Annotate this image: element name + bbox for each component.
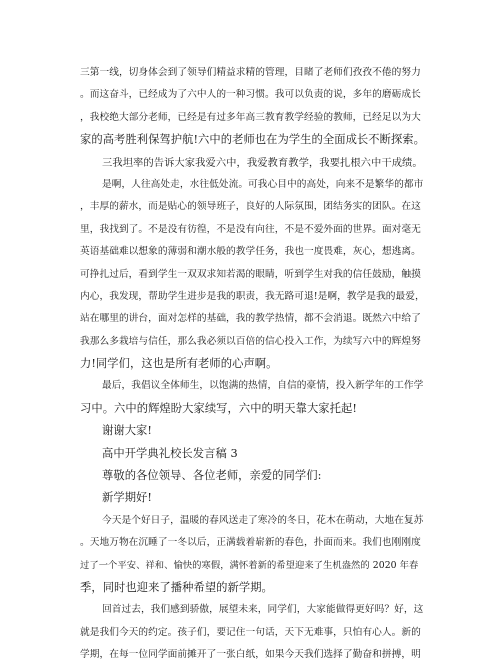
text-line: 。而这奋斗，已经成为了六中人的一种习惯。我可以负责的说，多年的磨砺成长: [80, 89, 421, 101]
text-line: 力!同学们，这也是所有老师的心声啊。: [80, 357, 278, 371]
text-line: 今天是个好日子，温暖的春风送走了寒冷的冬日，花木在萌动，大地在复苏: [102, 514, 424, 526]
text-line: 可挣扎过后，看到学生一双双求知若渴的眼睛，听到学生对我的信任鼓励，触摸: [80, 268, 421, 280]
text-line: 内心，我发现，帮助学生进步是我的职责，我无路可退!是啊，教学是我的最爱，: [80, 290, 425, 302]
text-line: 就是我们今天的约定。孩子们，要记住一句话，天下无难事，只怕有心人。新的: [80, 626, 421, 638]
text-line: 新学期好!: [102, 491, 152, 505]
text-line: 英语基础难以想象的薄弱和潮水般的教学任务，我也一度畏难，灰心，想逃离。: [80, 246, 421, 258]
text-line: 是啊，人往高处走，水往低处流。可我心目中的高处，向来不是繁华的都市: [102, 178, 424, 190]
text-line: 季，同时也迎来了播种希望的新学期。: [80, 580, 273, 594]
text-line: ，丰厚的薪水，而是贴心的领导班子，良好的人际氛围，团结务实的团队。在这: [80, 201, 421, 213]
document-body: [80, 62, 425, 667]
text-line: 我那么多栽培与信任，那么我必须以百倍的信心投入工作，为续写六中的辉煌努: [80, 335, 421, 347]
text-line: 高中开学典礼校长发言稿 3: [102, 446, 238, 460]
text-line: 三第一线，切身体会到了领导们精益求精的管理，目睹了老师们孜孜不倦的努力: [80, 67, 421, 78]
text-line: 学期，在每一位同学面前摊开了一张白纸，如果今天我们选择了勤奋和拼搏，明: [80, 649, 421, 661]
text-line: 三我坦率的告诉大家我爱六中，我爱教育教学，我要扎根六中干成绩。: [102, 156, 423, 169]
text-line: 过了一个平安、祥和、愉快的寒假，满怀着新的希望迎来了生机盎然的 2020 年春: [80, 559, 419, 571]
text-line: 里，我找到了。不是没有彷徨，不是没有向往，不是不爱外面的世界。面对毫无: [80, 223, 421, 235]
text-line: 回首过去，我们感到骄傲，展望未来，同学们，大家能做得更好吗？好，这: [102, 604, 424, 616]
text-line: 家的高考胜利保驾护航!六中的老师也在为学生的全面成长不断探索。: [80, 133, 425, 147]
text-line: 站在哪里的讲台，面对怎样的基础，我的教学热情，都不会消退。既然六中给了: [80, 313, 421, 325]
text-line: 谢谢大家!: [102, 424, 152, 438]
text-line: 。天地万物在沉睡了一冬以后，正满载着崭新的春色，扑面而来。我们也刚刚度: [80, 537, 421, 549]
text-line: ，我校绝大部分老师，已经是有过多年高三教育教学经验的教师，已经足以为大: [80, 111, 421, 123]
text-line: 最后，我倡议全体师生，以饱满的热情，自信的豪情，投入新学年的工作学: [102, 380, 424, 392]
text-line: 习中。六中的辉煌盼大家续写，六中的明天靠大家托起!: [80, 401, 357, 415]
text-line: 尊敬的各位领导、各位老师，亲爱的同学们:: [102, 469, 322, 483]
